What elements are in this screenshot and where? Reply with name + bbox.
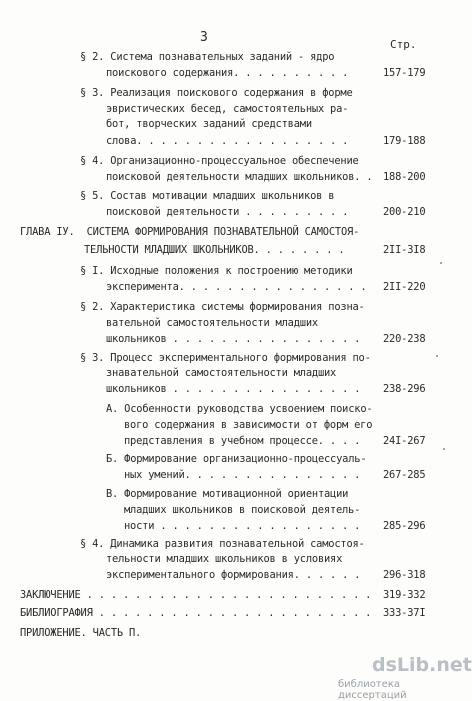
toc-entry-title: § 4. Динамика развития познавательной самостоя- <box>80 538 365 550</box>
scan-speck <box>443 448 445 450</box>
toc-entry-pages: 296-318 <box>383 569 426 581</box>
toc-entry-pages: 333-37I <box>383 607 426 619</box>
toc-entry-line: вого содержания в зависимости от форм его <box>124 419 373 431</box>
toc-entry-line: эксперимента. . . . . . . . . . . . . . . . <box>106 281 367 293</box>
toc-entry-title: § 3. Процесс экспериментального формирования по- <box>80 352 371 364</box>
toc-entry-line: эвристических бесед, самостоятельных ра- <box>106 103 349 115</box>
toc-entry-line: бот, творческих заданий средствами <box>106 118 312 130</box>
toc-entry-pages: 2II-220 <box>383 281 426 293</box>
toc-entry-line: поисковой деятельности . . . . . . . . . <box>106 206 349 218</box>
scan-speck <box>436 355 438 357</box>
toc-entry-line: школьников . . . . . . . . . . . . . . . . <box>106 383 361 395</box>
toc-entry-pages: 188-200 <box>383 171 426 183</box>
toc-entry-line: слова. . . . . . . . . . . . . . . . . . <box>106 135 349 147</box>
toc-entry-pages: 238-296 <box>383 383 426 395</box>
toc-entry-line: вательной самостоятельности младших <box>106 317 318 329</box>
toc-entry-pages: 220-238 <box>383 333 426 345</box>
toc-entry-line: ТЕЛЬНОСТИ МЛАДШИХ ШКОЛЬНИКОВ. . . . . . . . <box>84 244 345 256</box>
toc-entry-pages: 200-210 <box>383 206 426 218</box>
toc-entry-pages: 157-179 <box>383 67 426 79</box>
page-number: 3 <box>200 30 208 45</box>
toc-entry-title: ПРИЛОЖЕНИЕ. ЧАСТЬ П. <box>20 627 142 639</box>
toc-entry-title: § 2. Характеристика системы формирования позна- <box>80 301 365 313</box>
toc-entry-line: ности . . . . . . . . . . . . . . . . . <box>124 520 361 532</box>
toc-entry-line: младших школьников в поисковой деятель- <box>124 504 361 516</box>
toc-entry-pages: 2II-3I8 <box>383 244 426 256</box>
toc-entry-title: БИБЛИОГРАФИЯ . . . . . . . . . . . . . . . . . . . . . . . <box>20 607 372 619</box>
toc-entry-title: § 5. Состав мотивации младших школьников в <box>80 190 335 202</box>
toc-entry-pages: 319-332 <box>383 589 426 601</box>
toc-entry-title: В. Формирование мотивационной ориентации <box>106 488 349 500</box>
toc-entry-title: § 4. Организационно-процессуальное обеспечение <box>80 155 359 167</box>
toc-entry-title: § 2. Система познавательных заданий - ядро <box>80 51 335 63</box>
toc-entry-title: А. Особенности руководства усвоением поиско- <box>106 403 373 415</box>
toc-entry-pages: 285-296 <box>383 520 426 532</box>
toc-entry-pages: 24I-267 <box>383 435 426 447</box>
watermark-subtitle: библиотека диссертаций <box>338 679 407 701</box>
toc-entry-title: ГЛАВА IУ. СИСТЕМА ФОРМИРОВАНИЯ ПОЗНАВАТЕЛЬНОЙ САМОСТОЯ- <box>20 226 360 238</box>
toc-entry-line: поискового содержания. . . . . . . . . . <box>106 67 349 79</box>
toc-entry-title: ЗАКЛЮЧЕНИЕ . . . . . . . . . . . . . . . . . . . . . . . . <box>20 589 372 601</box>
toc-entry-title: § I. Исходные положения к построению методики <box>80 265 353 277</box>
toc-entry-line: представления в учебном процессе. . . . <box>124 435 361 447</box>
toc-entry-line: тельности младших школьников в условиях <box>106 553 343 565</box>
toc-entry-pages: 267-285 <box>383 469 426 481</box>
toc-entry-line: знавательной самостоятельности младших <box>106 367 337 379</box>
scan-speck <box>440 262 442 264</box>
pages-column-label: Стр. <box>390 38 417 51</box>
toc-entry-line: экспериментального формирования. . . . . . <box>106 569 361 581</box>
toc-entry-line: школьников . . . . . . . . . . . . . . . . <box>106 333 361 345</box>
toc-entry-line: поисковой деятельности младших школьников. . <box>106 171 373 183</box>
toc-entry-title: Б. Формирование организационно-процессуаль- <box>106 453 367 465</box>
toc-entry-line: ных умений. . . . . . . . . . . . . . . <box>124 469 361 481</box>
watermark-logo: dsLib.net <box>372 654 472 676</box>
toc-entry-title: § 3. Реализация поискового содержания в форме <box>80 87 353 99</box>
toc-entry-pages: 179-188 <box>383 135 426 147</box>
